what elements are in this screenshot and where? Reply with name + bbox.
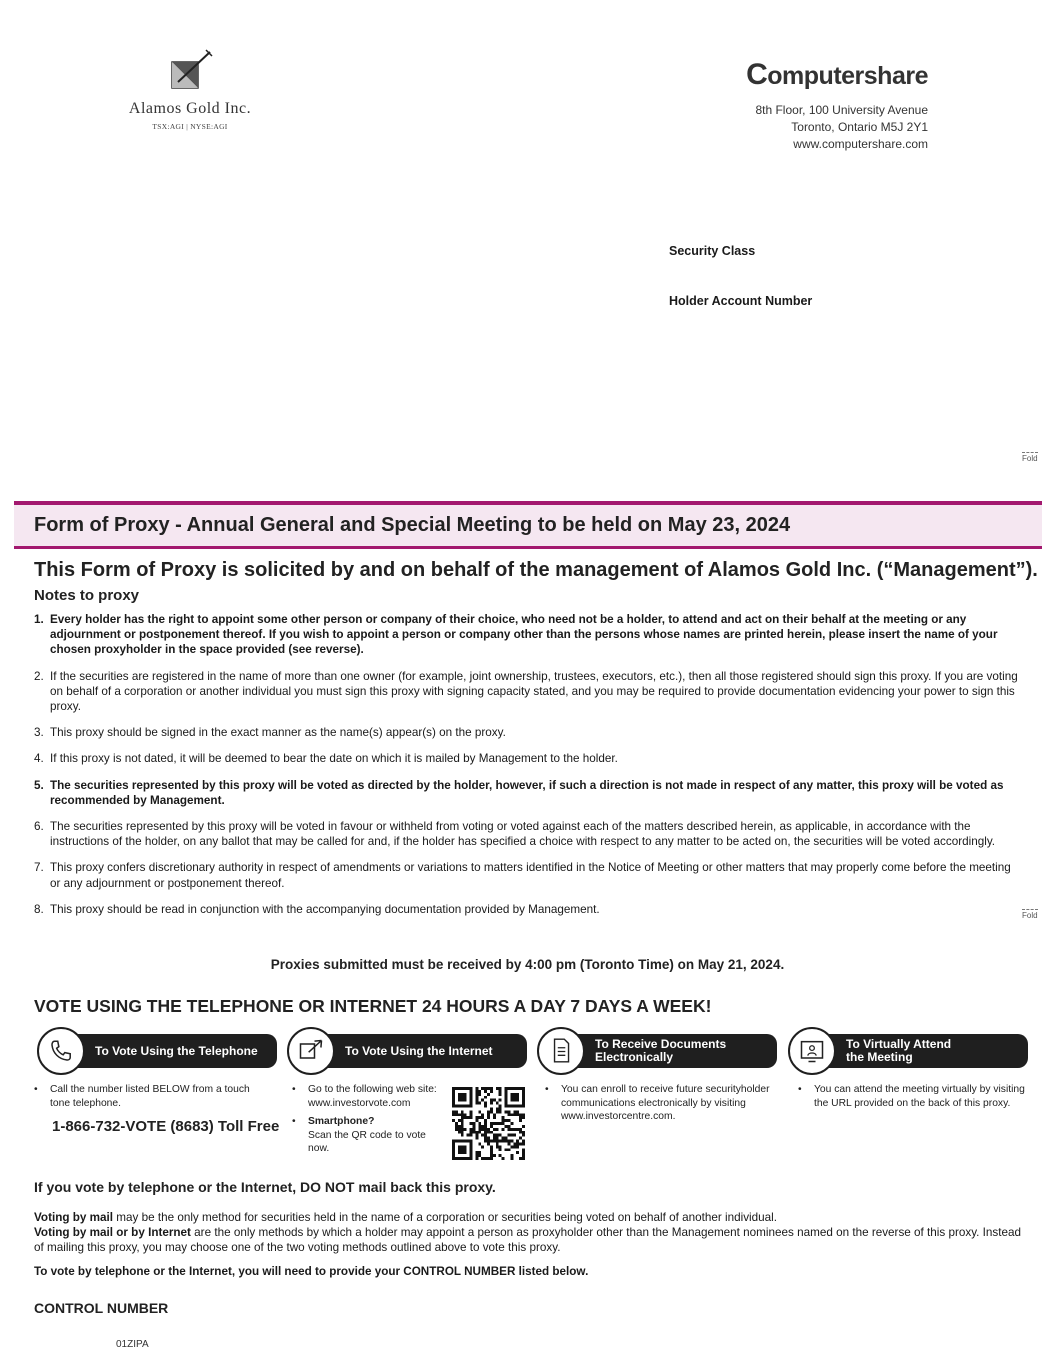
alamos-emblem-icon	[162, 48, 218, 98]
note-2: 2. If the securities are registered in the name of more than one owner (for example, joint ownership, trustees, executors, etc.), then all those registered should sign this proxy. If you are voting on behalf of a corporation or another individual you must sign this proxy with signing capacity stated, and you may be required to provide documentation evidencing your power to sign this proxy.	[34, 669, 1018, 714]
note-6: 6. The securities represented by this proxy will be voted in favour or withheld from voting or voted against each of the matters described herein, as applicable, in accordance with the instructions of the holder, on any ballot that may be called for and, if the holder has specified a choice with respect to any matter to be acted on, the securities will be voted accordingly.	[34, 820, 996, 849]
mail-warning: If you vote by telephone or the Internet, DO NOT mail back this proxy.	[34, 1179, 496, 1195]
notes-heading: Notes to proxy	[34, 587, 140, 604]
fold-mark: Fold	[1022, 454, 1038, 463]
issuer-name: Alamos Gold Inc.	[128, 100, 252, 117]
internet-label: To Vote Using the Internet	[309, 1034, 527, 1068]
document-icon	[537, 1027, 585, 1075]
notes-list	[34, 612, 1024, 928]
note-5: 5. The securities represented by this proxy will be voted as directed by the holder, however, if such a direction is not made in respect of any matter, this proxy will be voted as recommended by Management.	[34, 778, 1004, 807]
note-8: 8. This proxy should be read in conjunction with the accompanying documentation provided by Management.	[34, 902, 600, 916]
virtual-instruction: • You can attend the meeting virtually by visiting the URL provided on the back of this proxy.	[798, 1084, 1025, 1109]
title-band	[14, 501, 1042, 549]
control-instruction: To vote by telephone or the Internet, you will need to provide your CONTROL NUMBER listed below.	[34, 1265, 589, 1278]
smartphone-instruction: • Smartphone? Scan the QR code to vote now.	[292, 1116, 426, 1154]
holder-account-label: Holder Account Number	[669, 294, 813, 308]
method-telephone	[37, 1027, 277, 1075]
telephone-instruction: • Call the number listed BELOW from a touch tone telephone.	[34, 1084, 250, 1109]
alamos-gold-logo	[110, 48, 270, 131]
note-4: 4. If this proxy is not dated, it will be deemed to bear the date on which it is mailed by Management to the holder.	[34, 752, 618, 766]
monitor-user-icon	[788, 1027, 836, 1075]
note-7: 7. This proxy confers discretionary authority in respect of amendments or variations to matters identified in the Notice of Meeting or other matters that may properly come before the meeting or any adjournment or postponement thereof.	[34, 861, 1011, 890]
method-internet	[287, 1027, 527, 1075]
virtual-label: To Virtually Attend the Meeting	[810, 1034, 1028, 1068]
transfer-agent-block	[746, 58, 928, 153]
form-title: Form of Proxy - Annual General and Special Meeting to be held on May 23, 2024	[34, 514, 791, 536]
qr-code[interactable]	[452, 1087, 525, 1160]
electronic-instruction: • You can enroll to receive future securityholder communications electronically by visiting www.investorcentre.com.	[545, 1084, 770, 1122]
issuer-ticker: TSX:AGI | NYSE:AGI	[152, 122, 228, 131]
method-electronic	[537, 1027, 777, 1075]
form-code: 01ZIPA	[116, 1339, 149, 1350]
proxy-deadline: Proxies submitted must be received by 4:00 pm (Toronto Time) on May 21, 2024.	[270, 957, 785, 972]
telephone-label: To Vote Using the Telephone	[59, 1034, 277, 1068]
mail-paragraph: Voting by mail may be the only method for securities held in the name of a corporation or securities being voted on behalf of another individual. Voting by mail or by Internet are the only methods by which a holder may appoint a person as proxyholder other than the Management nominees named on the reverse of this proxy. Instead of mailing this proxy, you may choose one of the two voting methods outlined above to vote this proxy.	[34, 1211, 1022, 1254]
cursor-icon	[287, 1027, 335, 1075]
electronic-label: To Receive Documents Electronically	[559, 1034, 777, 1068]
internet-instruction: • Go to the following web site: www.investorvote.com	[292, 1084, 437, 1109]
telephone-number[interactable]: 1-866-732-VOTE (8683) Toll Free	[52, 1118, 280, 1135]
phone-icon	[37, 1027, 85, 1075]
note-3: 3. This proxy should be signed in the exact manner as the name(s) appear(s) on the proxy.	[34, 726, 506, 740]
note-1: 1. Every holder has the right to appoint some other person or company of their choice, who need not be a holder, to attend and act on their behalf at the meeting or any adjournment or postponement thereof. If you wish to appoint a person or company other than the persons whose names are printed herein, please insert the name of your chosen proxyholder in the space provided (see reverse).	[34, 613, 998, 657]
security-class-label: Security Class	[669, 244, 756, 258]
fold-mark-2: Fold	[1022, 911, 1038, 920]
agent-address: 8th Floor, 100 University Avenue Toronto, Ontario M5J 2Y1 www.computershare.com	[755, 103, 928, 151]
control-number-label: CONTROL NUMBER	[34, 1300, 169, 1316]
method-virtual	[788, 1027, 1028, 1075]
form-subtitle: This Form of Proxy is solicited by and on behalf of the management of Alamos Gold Inc. (“Management”).	[34, 559, 1038, 581]
computershare-logo: Computershare	[746, 58, 928, 91]
vote-heading: VOTE USING THE TELEPHONE OR INTERNET 24 HOURS A DAY 7 DAYS A WEEK!	[34, 996, 712, 1016]
